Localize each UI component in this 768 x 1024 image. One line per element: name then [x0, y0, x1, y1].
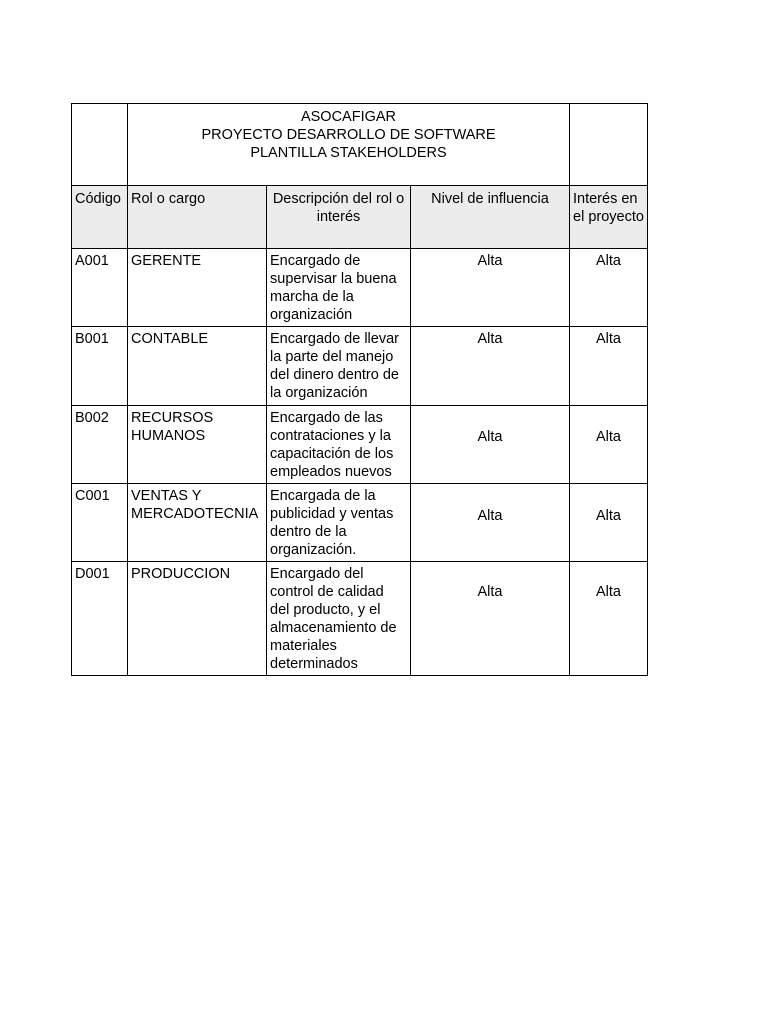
row-influence-value: Alta: [477, 429, 503, 446]
title-empty-right: [570, 104, 648, 186]
table-row: [72, 405, 648, 483]
row-role: VENTAS Y MERCADOTECNIA: [128, 483, 267, 561]
column-header-description: Descripción del rol o interés: [267, 186, 411, 249]
row-interest: Alta: [570, 327, 648, 405]
row-interest: [570, 483, 648, 561]
row-interest: [570, 562, 648, 676]
template-name: PLANTILLA STAKEHOLDERS: [250, 145, 447, 161]
row-description: Encargado de supervisar la buena marcha de la organización: [267, 249, 411, 327]
row-influence: [411, 405, 570, 483]
row-role: GERENTE: [128, 249, 267, 327]
column-header-role: Rol o cargo: [128, 186, 267, 249]
row-code: C001: [72, 483, 128, 561]
row-influence: Alta: [411, 249, 570, 327]
row-influence: Alta: [411, 327, 570, 405]
row-description: Encargado de las contrataciones y la capacitación de los empleados nuevos: [267, 405, 411, 483]
row-code: A001: [72, 249, 128, 327]
column-header-influence: Nivel de influencia: [411, 186, 570, 249]
row-interest: Alta: [570, 249, 648, 327]
column-header-row: [72, 186, 648, 249]
title-empty-left: [72, 104, 128, 186]
row-role: RECURSOS HUMANOS: [128, 405, 267, 483]
row-description: Encargado del control de calidad del producto, y el almacenamiento de materiales determinados: [267, 562, 411, 676]
row-interest: [570, 405, 648, 483]
row-role: CONTABLE: [128, 327, 267, 405]
stakeholders-table: [71, 103, 648, 676]
table-row: [72, 327, 648, 405]
project-name: PROYECTO DESARROLLO DE SOFTWARE: [201, 127, 496, 143]
organization-name: ASOCAFIGAR: [300, 109, 397, 125]
table-row: [72, 483, 648, 561]
row-code: B001: [72, 327, 128, 405]
row-interest-value: Alta: [596, 429, 621, 446]
row-role: PRODUCCION: [128, 562, 267, 676]
row-description: Encargado de llevar la parte del manejo del dinero dentro de la organización: [267, 327, 411, 405]
row-influence: [411, 483, 570, 561]
column-header-code: Código: [72, 186, 128, 249]
row-interest-value: Alta: [596, 507, 621, 524]
row-description: Encargada de la publicidad y ventas dentro de la organización.: [267, 483, 411, 561]
table-row: [72, 249, 648, 327]
row-interest-value: Alta: [596, 584, 621, 601]
title-row: [72, 104, 648, 186]
row-influence-value: Alta: [477, 507, 503, 524]
title-cell: [128, 104, 570, 186]
row-influence: [411, 562, 570, 676]
row-code: B002: [72, 405, 128, 483]
column-header-interest: Interés en el proyecto: [570, 186, 648, 249]
row-influence-value: Alta: [477, 584, 503, 601]
table-row: [72, 562, 648, 676]
row-code: D001: [72, 562, 128, 676]
